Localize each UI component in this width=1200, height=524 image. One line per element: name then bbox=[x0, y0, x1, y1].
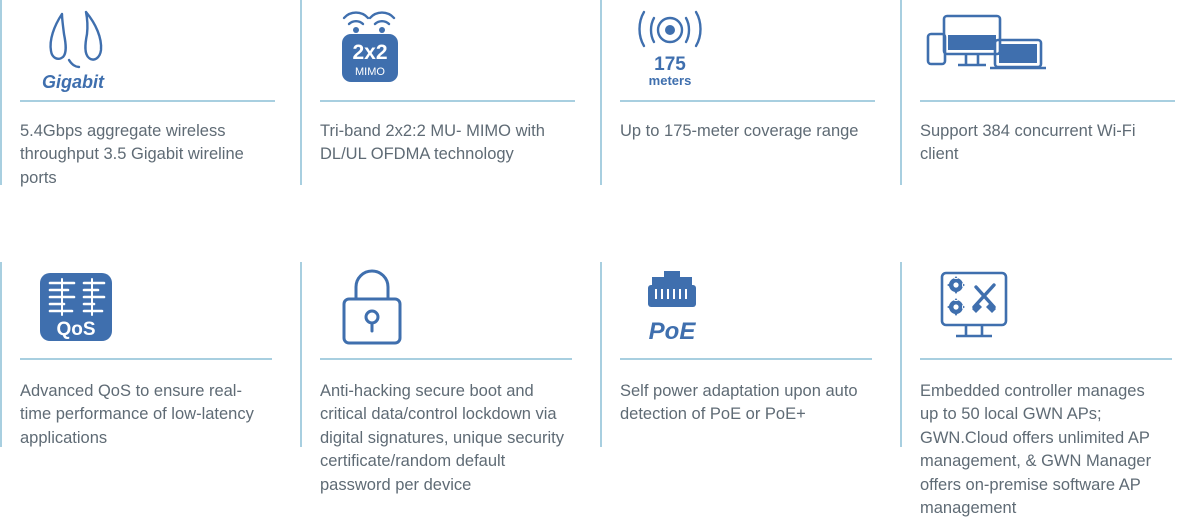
mimo-2x2-icon bbox=[320, 0, 582, 100]
gigabit-antenna-icon bbox=[20, 0, 282, 100]
feature-text: Up to 175-meter coverage range bbox=[620, 122, 859, 140]
feature-card-clients bbox=[900, 0, 1200, 262]
qos-icon bbox=[20, 262, 282, 358]
coverage-icon-label: 175 bbox=[654, 54, 686, 75]
card-accent-rule bbox=[300, 0, 302, 185]
card-accent-rule bbox=[0, 262, 2, 447]
feature-row-2 bbox=[0, 262, 1200, 524]
gigabit-icon-label: Gigabit bbox=[42, 72, 104, 92]
mimo-icon-label: 2x2 bbox=[352, 41, 388, 64]
multi-device-icon bbox=[920, 0, 1182, 100]
card-accent-rule bbox=[0, 0, 2, 185]
feature-card-mimo bbox=[300, 0, 600, 262]
card-accent-rule bbox=[900, 262, 902, 447]
card-accent-rule bbox=[900, 0, 902, 185]
feature-card-qos bbox=[0, 262, 300, 524]
poe-port-icon bbox=[620, 262, 882, 358]
card-accent-rule bbox=[600, 0, 602, 185]
mimo-icon-sublabel: MIMO bbox=[355, 66, 385, 78]
card-accent-rule bbox=[600, 262, 602, 447]
feature-text: Self power adaptation upon auto detection of PoE or PoE+ bbox=[620, 382, 858, 424]
feature-text: Advanced QoS to ensure real-time performance of low-latency applications bbox=[20, 382, 254, 447]
coverage-icon-sublabel: meters bbox=[648, 73, 692, 88]
poe-icon-label: PoE bbox=[648, 318, 696, 345]
coverage-range-icon bbox=[620, 0, 882, 100]
feature-card-security bbox=[300, 262, 600, 524]
card-accent-rule bbox=[300, 262, 302, 447]
feature-text: 5.4Gbps aggregate wireless throughput 3.5 Gigabit wireline ports bbox=[20, 122, 244, 187]
feature-text: Tri-band 2x2:2 MU- MIMO with DL/UL OFDMA technology bbox=[320, 122, 545, 164]
feature-text: Embedded controller manages up to 50 local GWN APs; GWN.Cloud offers unlimited AP management, & GWN Manager offers on-premise software AP management bbox=[920, 382, 1152, 518]
embedded-controller-icon bbox=[920, 262, 1182, 358]
feature-card-gigabit bbox=[0, 0, 300, 262]
feature-text: Anti-hacking secure boot and critical data/control lockdown via digital signatures, unique security certificate/random default password per device bbox=[320, 382, 564, 494]
feature-text: Support 384 concurrent Wi-Fi client bbox=[920, 122, 1136, 164]
padlock-icon bbox=[320, 262, 582, 358]
qos-icon-label: QoS bbox=[56, 319, 96, 340]
feature-card-coverage bbox=[600, 0, 900, 262]
feature-card-poe bbox=[600, 262, 900, 524]
feature-card-controller bbox=[900, 262, 1200, 524]
